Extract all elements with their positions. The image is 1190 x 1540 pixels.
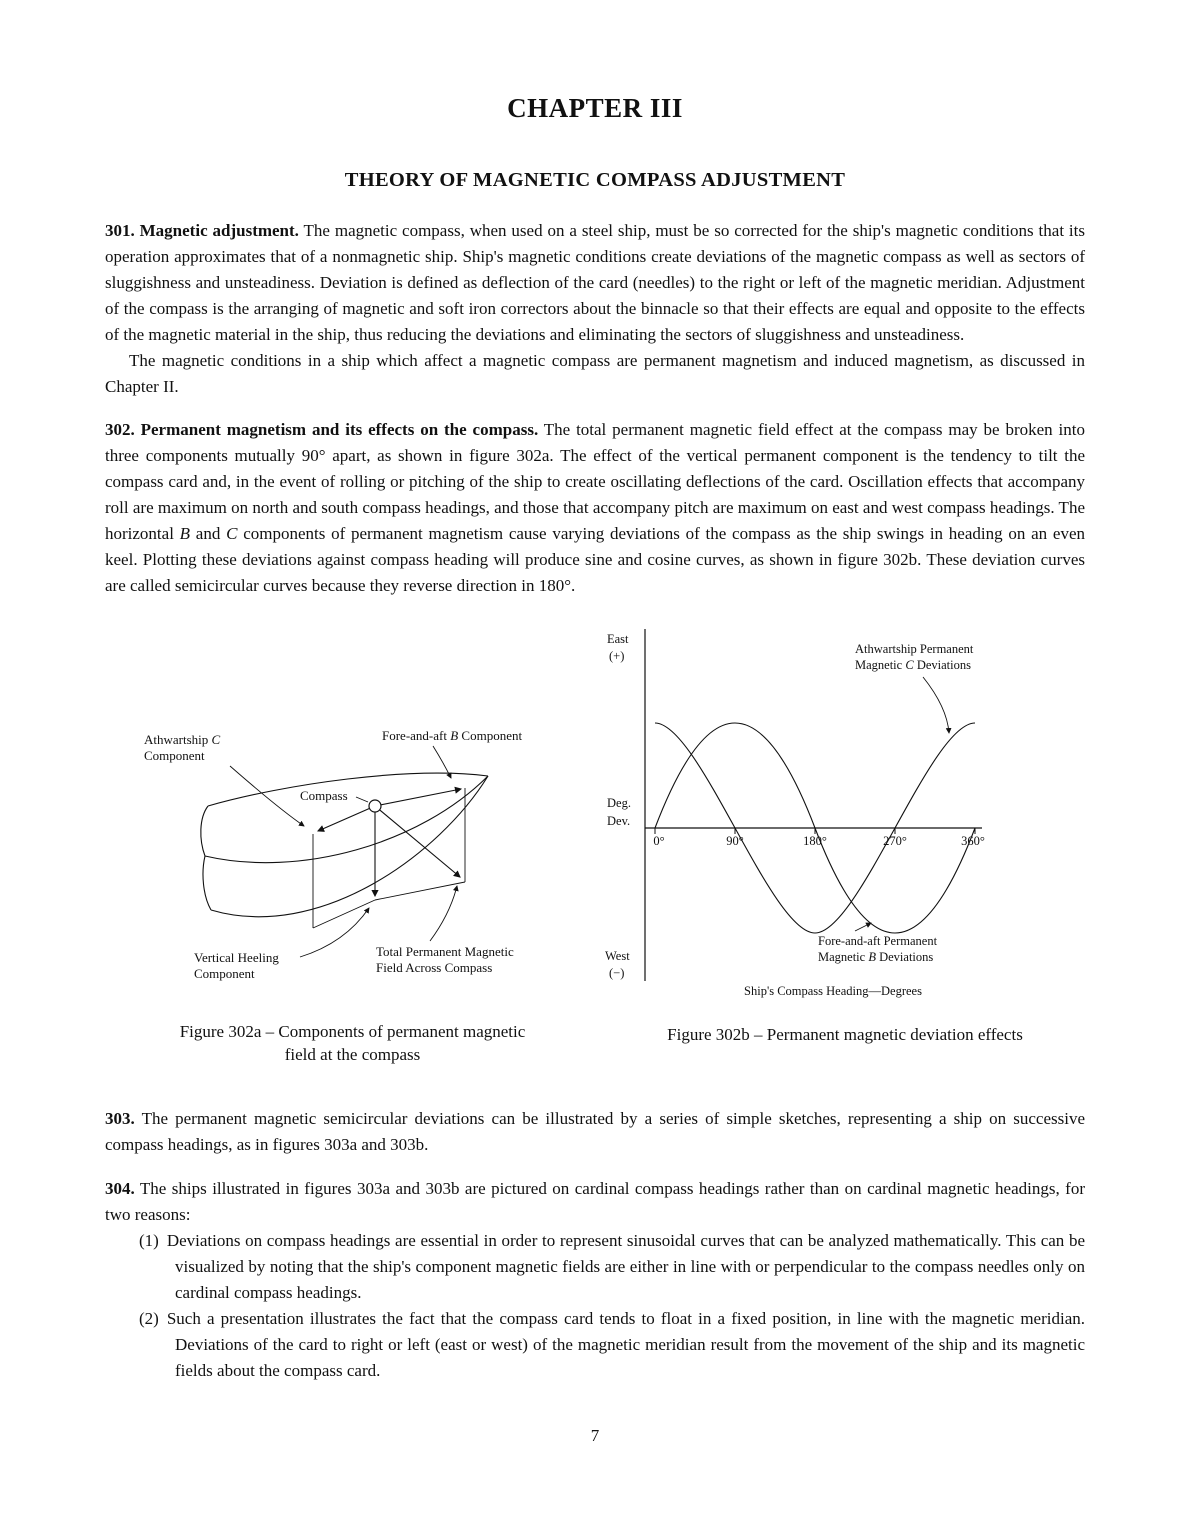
figure-302a-caption-line2: field at the compass: [284, 1045, 421, 1064]
total-label-leader: [430, 886, 457, 941]
paragraph-302-body-1: The total permanent magnetic field effect at the compass may be broken into three components mutually 90° apart, as shown in figure 302a. The effect of the vertical permanent component is the tendency to tilt the compass card and, in the event of rolling or pitching of the ship to create oscillating deflections of the card. Oscillation effects that accompany roll are maximum on north and south compass headings, and those that accompany pitch are maximum on east and west compass headings. The horizontal: [105, 420, 1085, 543]
y-axis-west-label: West: [605, 949, 630, 963]
paragraph-304-number: 304.: [105, 1179, 135, 1198]
figure-302a-caption: [105, 1020, 600, 1066]
paragraph-301-continuation: The magnetic conditions in a ship which affect a magnetic compass are permanent magnetism and induced magnetism, as discussed in Chapter II.: [105, 351, 1085, 396]
variable-c: C: [226, 524, 238, 543]
vertical-label-leader: [300, 908, 369, 957]
y-axis-deg-label: Deg.: [607, 796, 631, 810]
vertical-heeling-label-line1: Vertical Heeling: [194, 950, 279, 965]
list-item-2: [139, 1306, 1085, 1384]
paragraph-302-body-3: components of permanent magnetism cause varying deviations of the compass as the ship swings in heading on an even keel. Plotting these deviations against compass heading will produce sine and cosine curves, as shown in figure 302b. These deviation curves are called semicircular curves because they reverse direction in 180°.: [105, 524, 1085, 595]
vector-box-edge-bottom-left: [313, 900, 375, 928]
page-number: 7: [590, 1426, 600, 1445]
fore-aft-b-component-arrow: [375, 789, 461, 806]
x-axis-title: Ship's Compass Heading—Degrees: [744, 984, 922, 998]
paragraph-303-number: 303.: [105, 1109, 135, 1128]
paragraph-304: [105, 1176, 1085, 1228]
ship-hull-far-gunwale: [208, 773, 488, 806]
variable-b: B: [179, 524, 191, 543]
section-title: THEORY OF MAGNETIC COMPASS ADJUSTMENT: [344, 169, 846, 191]
paragraph-303: [105, 1106, 1085, 1158]
figure-302a-diagram: [130, 710, 600, 1012]
c-curve-label-line1: Athwartship Permanent: [855, 642, 974, 656]
paragraph-301: [105, 218, 1085, 348]
y-axis-east-label: East: [607, 632, 629, 646]
total-field-arrow: [375, 806, 460, 877]
x-tick-90: 90°: [726, 834, 744, 848]
fore-aft-component-label: Fore-and-aft B Component: [382, 728, 523, 743]
paragraph-301-heading: 301. Magnetic adjustment.: [105, 221, 299, 240]
x-tick-270: 270°: [883, 834, 907, 848]
c-curve-label-leader: [923, 677, 949, 733]
vertical-heeling-label-line2: Component: [194, 966, 255, 981]
paragraph-302-body-2: and: [190, 524, 227, 543]
total-field-label-line2: Field Across Compass: [376, 960, 493, 975]
figure-302a: [105, 623, 600, 1066]
b-curve-label-line2: Magnetic B Deviations: [818, 950, 934, 964]
x-tick-0: 0°: [653, 834, 665, 848]
list-item-1-text: Deviations on compass headings are essential in order to represent sinusoidal curves that can be analyzed mathematically. This can be visualized by noting that the ship's component magnetic fields are either in line with or perpendicular to the compass needles only on cardinal compass headings.: [166, 1231, 1085, 1302]
total-field-label-line1: Total Permanent Magnetic: [376, 944, 514, 959]
list-item-1: [139, 1228, 1085, 1306]
figure-302b-chart: [605, 623, 1085, 1015]
y-axis-dev-label: Dev.: [607, 814, 631, 828]
paragraph-302-heading: 302. Permanent magnetism and its effects on the compass.: [105, 420, 539, 439]
compass-label-leader: [356, 797, 368, 802]
compass-circle: [369, 800, 381, 812]
compass-label: Compass: [300, 788, 348, 803]
athwartship-c-component-arrow: [318, 806, 375, 831]
figure-302b-caption: Figure 302b – Permanent magnetic deviation effects: [667, 1025, 1023, 1044]
c-curve-label-line2: Magnetic C Deviations: [855, 658, 971, 672]
y-axis-plus-label: (+): [609, 649, 625, 663]
paragraph-304-body: The ships illustrated in figures 303a and 303b are pictured on cardinal compass headings rather than on cardinal magnetic headings, for two reasons:: [105, 1179, 1085, 1224]
figure-302b-text: [605, 632, 985, 998]
chapter-title: CHAPTER III: [507, 93, 683, 123]
b-curve-label-leader: [855, 923, 871, 931]
x-tick-180: 180°: [803, 834, 827, 848]
vector-box-edge-bottom: [375, 882, 465, 900]
ship-hull-stern-top: [201, 806, 208, 856]
figure-302a-caption-line1: Figure 302a – Components of permanent magnetic: [179, 1022, 526, 1041]
athwartship-component-label-line2: Component: [144, 748, 205, 763]
athwartship-component-label-line1: Athwartship C: [144, 732, 221, 747]
athwartship-label-leader: [230, 766, 304, 826]
ship-hull-stern-side: [203, 856, 211, 910]
y-axis-minus-label: (−): [609, 966, 625, 980]
x-tick-360: 360°: [961, 834, 985, 848]
b-curve-label-line1: Fore-and-aft Permanent: [818, 934, 938, 948]
list-item-1-marker: (1): [139, 1231, 159, 1250]
paragraph-301-body: The magnetic compass, when used on a steel ship, must be so corrected for the ship's magnetic conditions that its operation approximates that of a nonmagnetic ship. Ship's magnetic conditions create deviations of the magnetic compass as well as sectors of sluggishness and unsteadiness. Deviation is defined as deflection of the card (needles) to the right or left of the magnetic meridian. Adjustment of the compass is the arranging of magnetic and soft iron correctors about the binnacle so that their effects are equal and opposite to the effects of the magnetic material in the ship, thus reducing the deviations and eliminating the sectors of sluggishness and unsteadiness.: [105, 221, 1085, 344]
figure-302b: [605, 623, 1085, 1046]
paragraph-302: [105, 417, 1085, 599]
list-item-2-text: Such a presentation illustrates the fact that the compass card tends to float in a fixed position, in line with the magnetic meridian. Deviations of the card to right or left (east or west) of the magnetic meridian result from the movement of the ship and its magnetic fields about the compass card.: [166, 1309, 1085, 1380]
ship-hull-bottom: [211, 776, 488, 917]
figures-row: [105, 623, 1085, 1066]
figure-302a-labels: [144, 728, 522, 981]
paragraph-303-body: The permanent magnetic semicircular deviations can be illustrated by a series of simple sketches, representing a ship on successive compass headings, as in figures 303a and 303b.: [105, 1109, 1085, 1154]
list-item-2-marker: (2): [139, 1309, 159, 1328]
